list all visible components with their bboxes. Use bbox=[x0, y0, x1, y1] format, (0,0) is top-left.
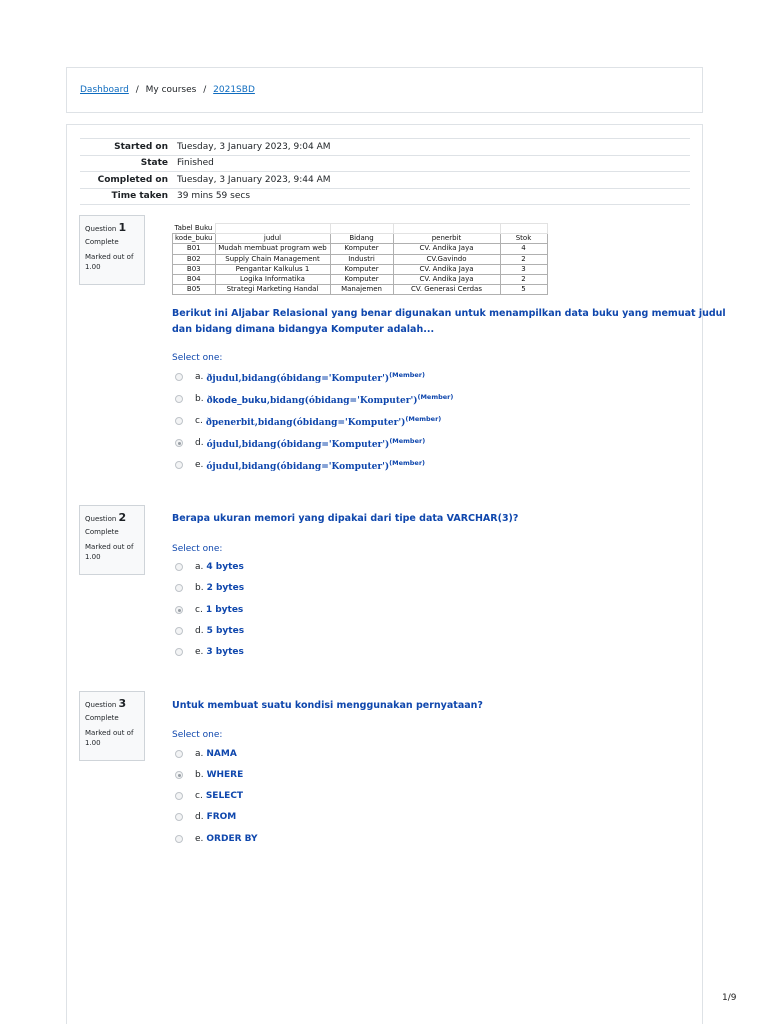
table-cell: CV. Generasi Cerdas bbox=[393, 285, 500, 295]
table-row bbox=[173, 264, 548, 274]
q1-option-a[interactable]: a. ðjudul,bidang(óbidang='Komputer')$^{(Member)}$ bbox=[175, 370, 425, 384]
table-cell: 4 bbox=[500, 244, 547, 254]
q1-option-c[interactable]: c. ðpenerbit,bidang(óbidang='Komputer')$^{(Member)}$ bbox=[175, 414, 441, 428]
table-cell: Industri bbox=[330, 254, 393, 264]
radio-button[interactable] bbox=[175, 750, 183, 758]
q3-option-a[interactable]: a. NAMA bbox=[175, 747, 237, 761]
table-cell: B04 bbox=[173, 274, 216, 284]
question-state: Complete bbox=[85, 714, 119, 722]
radio-button-selected[interactable] bbox=[175, 606, 183, 614]
q3-option-b[interactable]: b. WHERE bbox=[175, 768, 243, 782]
table-cell: CV. Andika Jaya bbox=[393, 264, 500, 274]
radio-button[interactable] bbox=[175, 648, 183, 656]
question-number: Question 3 bbox=[85, 697, 127, 710]
summary-label: Started on bbox=[114, 141, 168, 152]
tabel-buku-image bbox=[172, 223, 548, 295]
table-cell: B05 bbox=[173, 285, 216, 295]
radio-button[interactable] bbox=[175, 395, 183, 403]
table-cell: Strategi Marketing Handal bbox=[215, 285, 330, 295]
radio-button[interactable] bbox=[175, 835, 183, 843]
question-1-text: Berikut ini Aljabar Relasional yang benar digunakan untuk menampilkan data buku yang memuat judul dan bidang dimana bidangya Komputer adalah... bbox=[172, 308, 726, 335]
table-cell bbox=[330, 224, 393, 234]
summary-row-time-taken bbox=[80, 188, 690, 205]
question-3-info bbox=[79, 691, 145, 761]
table-cell: 2 bbox=[500, 254, 547, 264]
table-cell: Manajemen bbox=[330, 285, 393, 295]
select-one-label: Select one: bbox=[172, 353, 223, 363]
radio-button[interactable] bbox=[175, 627, 183, 635]
option-text: ðkode_buku,bidang(óbidang='Komputer')$^{(Member)}$ bbox=[206, 392, 454, 406]
table-cell: Mudah membuat program web bbox=[215, 244, 330, 254]
question-grade: Marked out of 1.00 bbox=[85, 543, 134, 561]
breadcrumb-card bbox=[66, 67, 703, 113]
summary-label: State bbox=[140, 158, 168, 169]
question-state: Complete bbox=[85, 528, 119, 536]
breadcrumb-separator: / bbox=[135, 85, 139, 95]
table-cell: Pengantar Kalkulus 1 bbox=[215, 264, 330, 274]
summary-value: Tuesday, 3 January 2023, 9:04 AM bbox=[177, 141, 331, 152]
table-cell: B03 bbox=[173, 264, 216, 274]
table-row bbox=[173, 244, 548, 254]
summary-value: Finished bbox=[177, 158, 214, 169]
table-header-row bbox=[173, 234, 548, 244]
table-cell bbox=[215, 224, 330, 234]
attempt-summary-table bbox=[80, 138, 690, 205]
table-cell: CV. Andika Jaya bbox=[393, 274, 500, 284]
q1-option-e[interactable]: e. ójudul,bidang(óbidang='Komputer')$^{(Member)}$ bbox=[175, 458, 425, 472]
radio-button-selected[interactable] bbox=[175, 439, 183, 447]
table-cell: B02 bbox=[173, 254, 216, 264]
option-text: WHERE bbox=[206, 770, 244, 780]
question-2-text: Berapa ukuran memori yang dipakai dari tipe data VARCHAR(3)? bbox=[172, 513, 519, 524]
summary-value: Tuesday, 3 January 2023, 9:44 AM bbox=[177, 174, 331, 185]
summary-row-state bbox=[80, 155, 690, 172]
summary-value: 39 mins 59 secs bbox=[177, 191, 251, 202]
table-caption: Tabel Buku bbox=[174, 223, 213, 232]
option-text: ðjudul,bidang(óbidang='Komputer')$^{(Member)}$ bbox=[206, 370, 425, 384]
q2-option-a[interactable]: a. 4 bytes bbox=[175, 560, 244, 574]
table-cell: Logika Informatika bbox=[215, 274, 330, 284]
option-text: 5 bytes bbox=[206, 626, 245, 636]
table-cell: CV.Gavindo bbox=[393, 254, 500, 264]
radio-button[interactable] bbox=[175, 417, 183, 425]
table-header-cell: Bidang bbox=[330, 234, 393, 244]
page-indicator: 1/9 bbox=[722, 993, 737, 1003]
table-cell: Komputer bbox=[330, 244, 393, 254]
table-cell: CV. Andika Jaya bbox=[393, 244, 500, 254]
radio-button[interactable] bbox=[175, 584, 183, 592]
radio-button[interactable] bbox=[175, 792, 183, 800]
table-header-cell: Stok bbox=[500, 234, 547, 244]
option-text: ORDER BY bbox=[206, 834, 258, 844]
breadcrumb-dashboard-link[interactable]: Dashboard bbox=[80, 85, 129, 95]
breadcrumb-my-courses: My courses bbox=[145, 85, 197, 95]
question-grade: Marked out of 1.00 bbox=[85, 729, 134, 747]
table-cell: 3 bbox=[500, 264, 547, 274]
table-cell bbox=[500, 224, 547, 234]
option-text: 3 bytes bbox=[206, 647, 244, 657]
q3-option-d[interactable]: d. FROM bbox=[175, 810, 236, 824]
summary-label: Time taken bbox=[111, 191, 168, 202]
q2-option-c[interactable]: c. 1 bytes bbox=[175, 603, 243, 617]
table-cell bbox=[393, 224, 500, 234]
table-row bbox=[173, 254, 548, 264]
question-3-text: Untuk membuat suatu kondisi menggunakan pernyataan? bbox=[172, 700, 483, 711]
table-header-cell: penerbit bbox=[393, 234, 500, 244]
breadcrumb-course-link[interactable]: 2021SBD bbox=[213, 85, 255, 95]
table-cell: Komputer bbox=[330, 264, 393, 274]
option-text: SELECT bbox=[205, 791, 244, 801]
select-one-label: Select one: bbox=[172, 730, 223, 740]
q2-option-e[interactable]: e. 3 bytes bbox=[175, 645, 244, 659]
q3-option-e[interactable]: e. ORDER BY bbox=[175, 832, 258, 846]
table-header-cell: judul bbox=[215, 234, 330, 244]
radio-button[interactable] bbox=[175, 373, 183, 381]
summary-row-started bbox=[80, 139, 690, 156]
table-cell: Supply Chain Management bbox=[215, 254, 330, 264]
option-text: ðpenerbit,bidang(óbidang='Komputer')$^{(Member)}$ bbox=[205, 414, 442, 428]
question-1-info bbox=[79, 215, 145, 285]
question-number: Question 2 bbox=[85, 511, 127, 524]
table-header-cell: kode_buku bbox=[173, 234, 216, 244]
summary-row-completed bbox=[80, 172, 690, 189]
radio-button[interactable] bbox=[175, 461, 183, 469]
radio-button-selected[interactable] bbox=[175, 771, 183, 779]
table-row bbox=[173, 285, 548, 295]
table-cell: B01 bbox=[173, 244, 216, 254]
table-cell: 2 bbox=[500, 274, 547, 284]
option-text: NAMA bbox=[206, 749, 237, 759]
option-text: ójudul,bidang(óbidang='Komputer')$^{(Member)}$ bbox=[206, 436, 426, 450]
radio-button[interactable] bbox=[175, 563, 183, 571]
table-cell: 5 bbox=[500, 285, 547, 295]
breadcrumb bbox=[80, 85, 255, 95]
option-text: 2 bytes bbox=[206, 583, 245, 593]
select-one-label: Select one: bbox=[172, 544, 223, 554]
q2-option-d[interactable]: d. 5 bytes bbox=[175, 624, 244, 638]
option-text: 1 bytes bbox=[205, 605, 244, 615]
q1-option-d[interactable]: d. ójudul,bidang(óbidang='Komputer')$^{(Member)}$ bbox=[175, 436, 425, 450]
question-grade: Marked out of 1.00 bbox=[85, 253, 134, 271]
q2-option-b[interactable]: b. 2 bytes bbox=[175, 581, 244, 595]
option-text: ójudul,bidang(óbidang='Komputer')$^{(Member)}$ bbox=[206, 458, 425, 472]
question-state: Complete bbox=[85, 238, 119, 246]
table-row bbox=[173, 274, 548, 284]
question-number: Question 1 bbox=[85, 221, 127, 234]
q3-option-c[interactable]: c. SELECT bbox=[175, 789, 243, 803]
option-text: FROM bbox=[206, 812, 237, 822]
breadcrumb-separator: / bbox=[203, 85, 207, 95]
table-cell: Komputer bbox=[330, 274, 393, 284]
question-2-info bbox=[79, 505, 145, 575]
summary-label: Completed on bbox=[97, 174, 168, 185]
option-text: 4 bytes bbox=[206, 562, 244, 572]
radio-button[interactable] bbox=[175, 813, 183, 821]
q1-option-b[interactable]: b. ðkode_buku,bidang(óbidang='Komputer')$^{(Member)}$ bbox=[175, 392, 453, 406]
